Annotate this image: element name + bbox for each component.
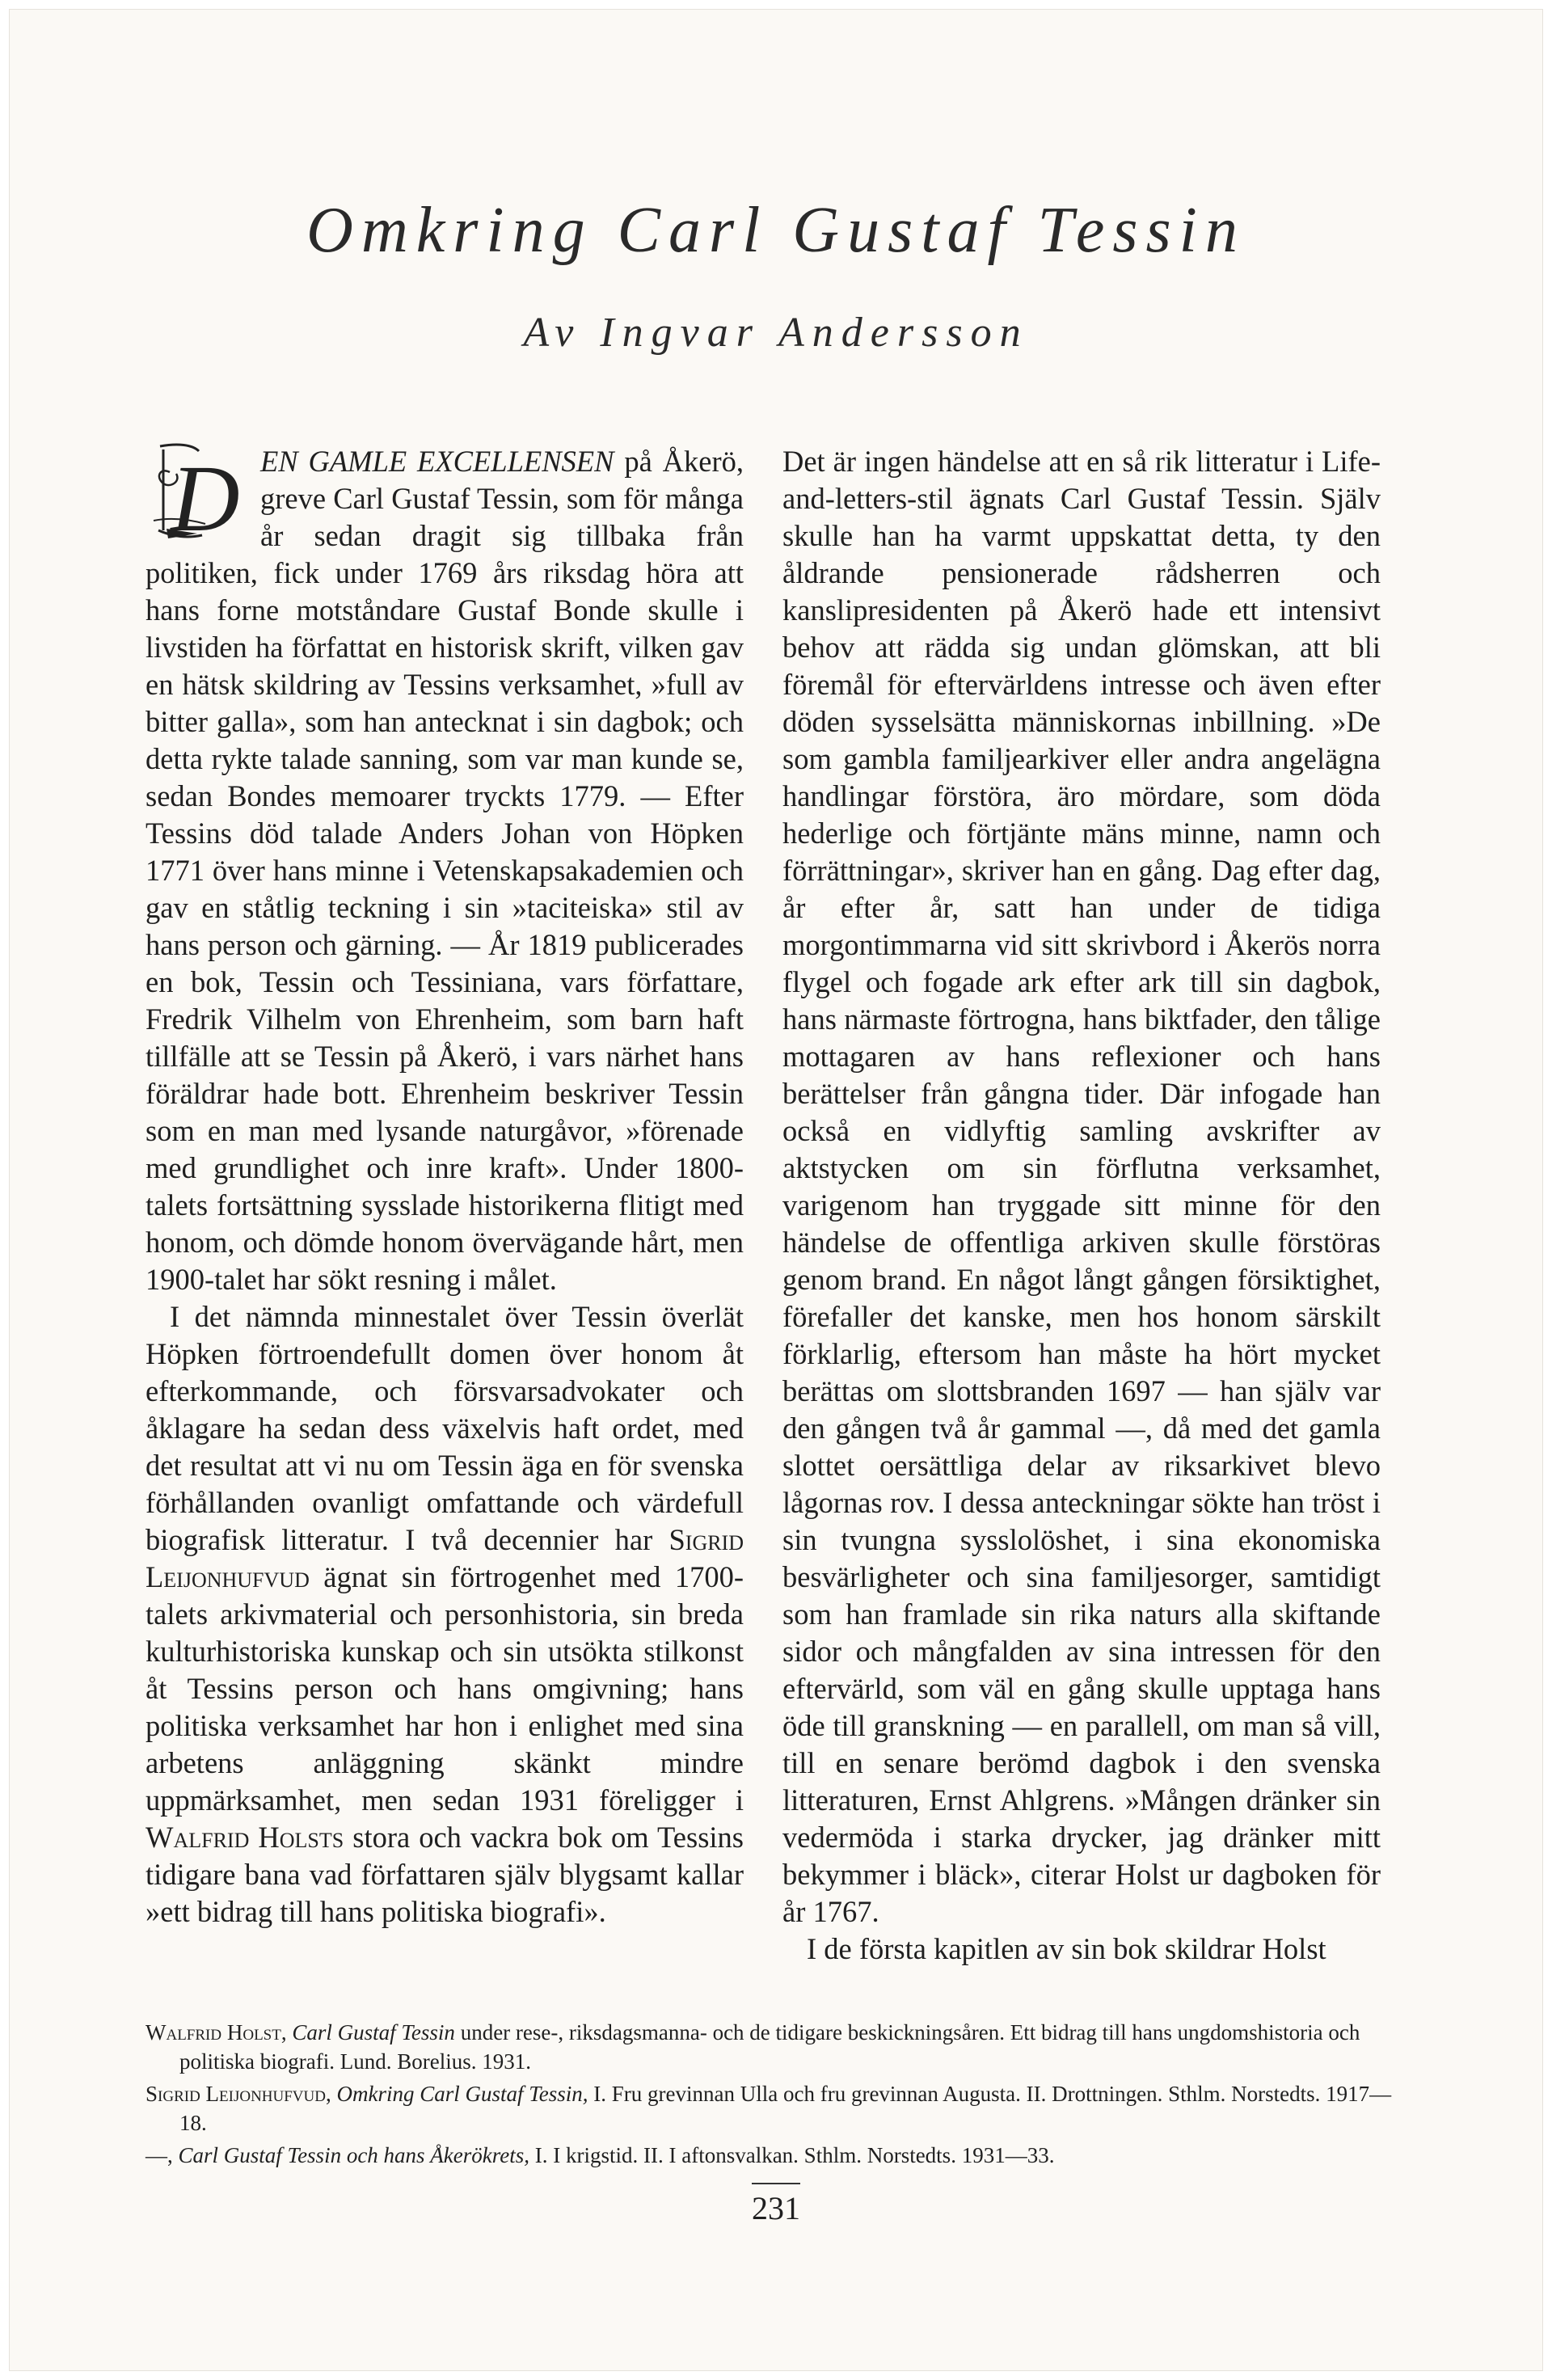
footnote-holst: [146, 2018, 1406, 2076]
paragraph-2: [146, 1298, 744, 1931]
footnote-details: I. Fru grevinnan Ulla och fru grevinnan Augusta. II. Drottningen. Sthlm. Norstedts. 1917—18.: [179, 2082, 1392, 2135]
footnote-details: I. I krigstid. II. I aftonsvalkan. Sthlm. Norstedts. 1931—33.: [529, 2143, 1055, 2167]
right-column: [782, 443, 1381, 1968]
name-leijonhufvud: Sigrid Leijonhufvud: [146, 1523, 744, 1593]
opening-phrase: EN GAMLE EXCELLENSEN: [260, 445, 614, 478]
ornamental-d-icon: [146, 440, 251, 545]
page-number: [0, 2183, 1552, 2227]
footnotes: [146, 2018, 1406, 2173]
left-column: [146, 443, 744, 1931]
footnote-leijonhufvud-2: [146, 2141, 1406, 2170]
paragraph-2-text-b: ägnat sin förtrogenhet med 1700-talets arkivmaterial och personhistoria, sin breda kulturhistoriska kunskap och sin utsökta stilkonst åt Tessins person och hans omgivning; hans politiska verksamhet har hon i enlighet med sina arbetens anläggning skänkt mindre uppmärksamhet, men sedan 1931 föreligger i: [146, 1560, 744, 1817]
footnote-title: Omkring Carl Gustaf Tessin,: [336, 2082, 588, 2106]
paragraph-3: Det är ingen händelse att en så rik litteratur i Life-and-letters-stil ägnats Carl Gustaf Tessin. Själv skulle han ha varmt uppskattat detta, ty den åldrande pensionerade rådsherren och kanslipresidenten på Åkerö hade ett intensivt behov att rädda sig undan glömskan, att bli föremål för eftervärldens intresse och även efter döden sysselsätta människornas inbillning. »De som gambla familjearkiver eller andra angelägna handlingar förstöra, äro mördare, som döda hederlige och förtjänte mäns minne, namn och förrättningar», skriver han en gång. Dag efter dag, år efter år, satt han under de tidiga morgontimmarna vid sitt skrivbord i Åkerös norra flygel och fogade ark efter ark till sin dagbok, hans närmaste förtrogna, hans biktfader, den tålige mottagaren av hans reflexioner och hans berättelser från gångna tider. Där infogade han också en vidlyftig samling avskrifter av aktstycken om sin förflutna verksamhet, varigenom han tryggade sitt minne för den händelse de offentliga arkiven skulle förstöras genom brand. En något långt gången försiktighet, förefaller det kanske, men hos honom särskilt förklarlig, eftersom han måste ha hört mycket berättas om slottsbranden 1697 — han själv var den gången två år gammal —, då med det gamla slottet oersättliga delar av riksarkivet blevo lågornas rov. I dessa anteckningar sökte han tröst i sin tvungna sysslolöshet, i sina ekonomiska besvärligheter och sina familjesorger, samtidigt som han framlade sin rika naturs alla skiftande sidor och mångfalden av sina intressen för den eftervärld, som väl en gång skulle upptaga hans öde till granskning — en parallell, om man så vill, till en senare berömd dagbok i den svenska litteraturen, Ernst Ahlgrens. »Mången dränker sin vedermöda i starka drycker, jag dränker mitt bekymmer i bläck», citerar Holst ur dagboken för år 1767.: [782, 445, 1381, 1928]
name-holsts: Walfrid Holsts: [146, 1821, 344, 1854]
paragraph-1-text: på Åkerö, greve Carl Gustaf Tessin, som för många år sedan dragit sig tillbaka från politiken, fick under 1769 års riksdag höra att hans forne motståndare Gustaf Bonde skulle i livstiden ha författat en historisk skrift, vilken gav en hätsk skildring av Tessins verksamhet, »full av bitter galla», som han antecknat i sin dagbok; och detta rykte talade sanning, som var man kunde se, sedan Bondes memoarer tryckts 1779. — Efter Tessins död talade Anders Johan von Höpken 1771 över hans minne i Vetenskapsakademien och gav en ståtlig teckning i sin »taciteiska» stil av hans person och gärning. — År 1819 publicerades en bok, Tessin och Tessiniana, vars författare, Fredrik Vilhelm von Ehrenheim, som barn haft tillfälle att se Tessin på Åkerö, i vars närhet hans föräldrar hade bott. Ehrenheim beskriver Tessin som en man med lysande naturgåvor, »förenade med grundlighet och inre kraft». Under 1800-talets fortsättning sysslade historikerna flitigt med honom, och dömde honom övervägande hårt, men 1900-talet har sökt resning i målet.: [146, 445, 744, 1296]
article-author: Av Ingvar Andersson: [523, 310, 1029, 356]
paragraph-2-text-a: I det nämnda minnestalet över Tessin överlät Höpken förtroendefullt domen över honom åt efterkommande, och försvarsadvokater och åklagare ha sedan dess växelvis haft ordet, med det resultat att vi nu om Tessin äga en för svenska förhållanden ovanligt omfattande och värdefull biografisk litteratur. I två decennier har: [146, 1300, 744, 1556]
dropcap-initial: [146, 440, 251, 545]
article-title: Omkring Carl Gustaf Tessin: [306, 195, 1246, 266]
footnote-title: Carl Gustaf Tessin: [292, 2020, 455, 2045]
paragraph-4: I de första kapitlen av sin bok skildrar Holst: [807, 1932, 1326, 1965]
footnote-author: Walfrid Holst,: [146, 2020, 287, 2045]
page-number-text: 231: [752, 2183, 800, 2227]
paragraph-2-text-c: stora och vackra bok om Tessins tidigare bana vad författaren själv blygsamt kallar »ett bidrag till hans politiska biografi».: [146, 1821, 744, 1928]
footnote-leijonhufvud-1: [146, 2079, 1406, 2137]
footnote-details: under rese-, riksdagsmanna- och de tidigare beskickningsåren. Ett bidrag till hans ungdomshistoria och politiska biografi. Lund. Borelius. 1931.: [179, 2020, 1360, 2074]
dropcap-letter: D: [171, 445, 240, 545]
paragraph-1: [146, 443, 744, 1298]
footnote-author: Sigrid Leijonhufvud,: [146, 2082, 331, 2106]
footnote-title: Carl Gustaf Tessin och hans Åkerökrets,: [178, 2143, 530, 2167]
footnote-ditto-dash: —,: [146, 2143, 173, 2167]
